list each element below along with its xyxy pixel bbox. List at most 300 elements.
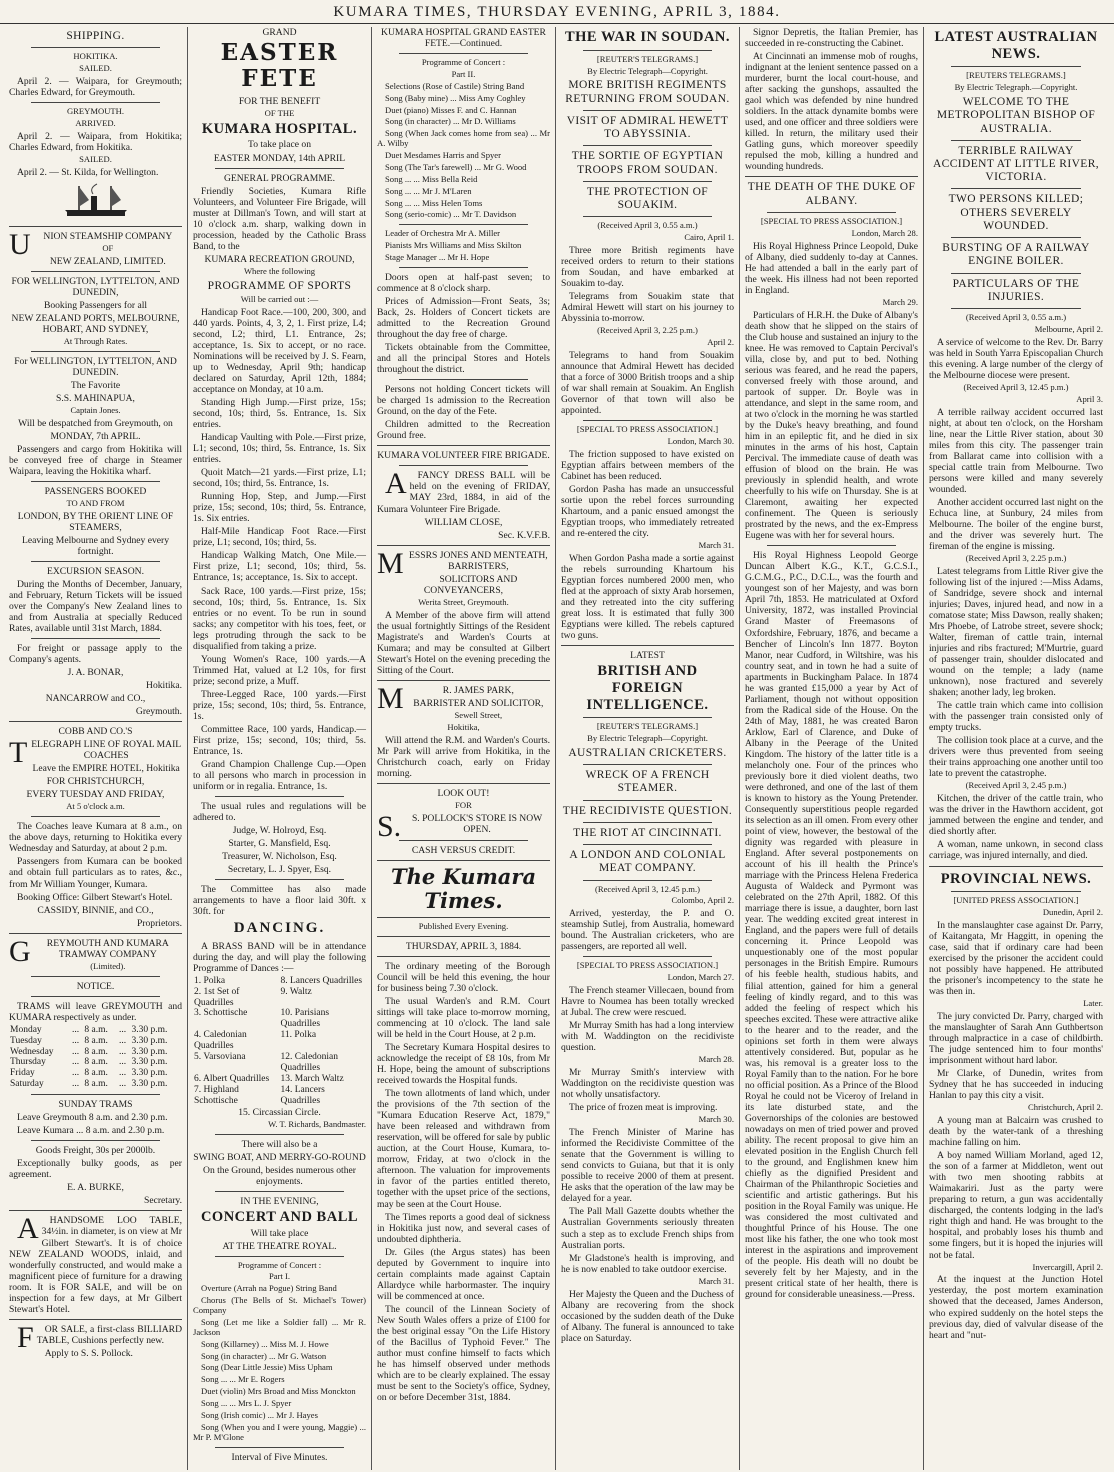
news-paragraph: A service of welcome to the Rev. Dr. Barry was held in South Yarra Episcopalian Church this evening. A large number of the clergy of the Melbourne diocese were present. (929, 336, 1103, 381)
copyright-tag: By Electric Telegraph.—Copyright. (954, 82, 1078, 93)
ground-text: On the Ground, besides numerous other enjoyments. (203, 1164, 356, 1187)
news-paragraph: Mr Clarke, of Dunedin, writes from Sydney that he has succeeded in inducing Hanlan to pay this city a visit. (929, 1068, 1103, 1102)
timetable-cell: 3.30 p.m. (131, 1068, 168, 1079)
also-be: There will also be a (241, 1138, 318, 1150)
provincial-heading: PROVINCIAL NEWS. (940, 870, 1092, 887)
union-cargo: Passengers and cargo from Hokitika will be conveyed free of charge in Steamer Waipara, leaving the Hokitika wharf. (9, 443, 182, 477)
sports-event: Running Hop, Step, and Jump.—First prize, 15s; second, 10s; third, 5s. Entrance, 1s. Six entries. (193, 491, 366, 525)
sports-event: Handicap Vaulting with Pole.—First prize, L1; second, 10s; third, 5s. Entrance, 1s. Six entries. (193, 432, 366, 466)
news-paragraph: The council of the Linnean Society of New South Wales offers a prize of £100 for the best original essay "On the Life History of the Bacillus of Typhoid Fever." The author must confine himself to facts which he has himself observed under methods which are to be clearly explained. The essay must be sent to the Society's office, Sydney, on or before December 31st, 1884. (377, 1303, 550, 1404)
concert-willtake: Will take place (250, 1227, 309, 1239)
news-paragraph: Kitchen, the driver of the cattle train, who was the driver in the Hawthorn accident, got jammed between the engine and tender, and died shortly after. (929, 793, 1103, 838)
headline: WELCOME TO THE METROPOLITAN BISHOP OF AUSTRALIA. (936, 96, 1096, 135)
latest-heading: LATEST (630, 650, 665, 662)
sports-event: Sack Race, 100 yards.—First prize, 15s; second, 10s; third, 5s. Entrance, 1s. Six entries or no event. To be run in sound sacks; any competitor with his toes, feet, or legs protruding through the sack to be disqualified from taking a prize. (193, 585, 366, 652)
union-route: For WELLINGTON, LYTTELTON, AND DUNEDIN. (14, 355, 177, 378)
concert-item: Duet (violin) Mrs Broad and Miss Monckton (201, 1386, 356, 1397)
dance-row (193, 1074, 366, 1085)
concert-item: Song ... ... Miss Helen Toms (385, 197, 483, 208)
notice-heading: NOTICE. (76, 980, 115, 992)
received-time: (Received April 3, 2.25 p.m.) (965, 552, 1067, 563)
fete-date: EASTER MONDAY, 14th APRIL (213, 152, 346, 164)
sub-heading: ARRIVED. (75, 117, 116, 128)
timetable-cell: ... (71, 1024, 80, 1035)
sports-event: Handicap Walking Match, One Mile.—First prize, L1; second, 10s; third, 5s. Entrance, 1s; acceptance, 1s. Six to accept. (193, 550, 366, 584)
agent-name: J. A. BONAR, (67, 667, 124, 679)
shipping-text: April 2. — Waipara, from Hokitika; Charles Edward, from Hokitika. (9, 130, 182, 153)
headline: A LONDON AND COLONIAL MEAT COMPANY. (569, 849, 726, 875)
reuters-tag: [REUTERS TELEGRAMS.] (966, 70, 1066, 81)
bfi-heading: BRITISH AND FOREIGN INTELLIGENCE. (586, 663, 709, 713)
aus-headlines (929, 96, 1103, 309)
timetable-cell: 8 a.m. (84, 1057, 108, 1068)
dateline: March 31. (698, 1275, 734, 1286)
dateline: March 31. (698, 540, 734, 551)
timetable-cell: 8 a.m. (84, 1079, 108, 1090)
concert-item: Song (The Tar's farewell) ... Mr G. Wood (385, 161, 527, 172)
sports-event: Three-Legged Race, 100 yards.—First prize, 15s; second, 10s; third, 5s. Entrance, 1s. (193, 688, 366, 722)
news-paragraph: A woman, name unkown, in second class carriage, was injured internally, and died. (929, 839, 1103, 862)
tramway-heading: REYMOUTH AND KUMARA TRAMWAY COMPANY (46, 937, 169, 960)
sports-events (193, 307, 366, 792)
dateline: Invercargill, April 2. (1032, 1261, 1103, 1272)
news-paragraph: In the manslaughter case against Dr. Parry, of Kaitangata, Mr Haggitt, in opening the case, said that if ordinary care had been exercised by the prisoner the accident could not possibly have happened. He attributed the prisoner's incompetency to the state he was then in. (929, 919, 1103, 998)
timetable-cell: Thursday (10, 1057, 46, 1068)
union-rates: At Through Rates. (63, 335, 128, 346)
dateline: Melbourne, April 2. (1034, 323, 1103, 334)
bandmaster: W. T. Richards, Bandmaster. (268, 1118, 366, 1129)
sports-heading: PROGRAMME OF SPORTS (207, 279, 352, 292)
children-text: Children admitted to the Recreation Ground free. (377, 419, 550, 442)
masthead: KUMARA TIMES, THURSDAY EVENING, APRIL 3, 1884. (0, 0, 1114, 24)
park-street: Sewell Street, (454, 709, 503, 720)
timetable-row (9, 1036, 182, 1047)
dance-item: 4. Caledonian Quadrilles (194, 1030, 247, 1052)
dateline: March 30. (698, 1114, 734, 1125)
fancy-ball: FANCY DRESS BALL will be held on the evening of FRIDAY, MAY 23rd, 1884, in aid of the Kumara Volunteer Fire Brigade. (377, 470, 550, 515)
timetable-cell: Saturday (10, 1079, 44, 1090)
coach-proprietors: Proprietors. (136, 917, 182, 929)
news-paragraph: The Secretary Kumara Hospital desires to acknowledge the receipt of £8 10s, from Mr H. Hope, being the amount of subscriptions received towards the Hospital funds. (377, 1042, 550, 1087)
newspaper-page (4, 27, 1110, 1470)
general-programme: GENERAL PROGRAMME. (223, 172, 336, 184)
sports-carried: Will be carried out :— (240, 293, 319, 304)
steamship-icon (61, 182, 131, 222)
special-tag: [SPECIAL TO PRESS ASSOCIATION.] (576, 424, 719, 435)
column-6 (924, 27, 1108, 1470)
tickets-text: Tickets obtainable from the Committee, and all the principal Stores and Hotels throughout the district. (377, 342, 550, 376)
dance-item: 5. Varsoviana (194, 1052, 246, 1063)
tram-text: TRAMS will leave GREYMOUTH and KUMARA respectively as under. (9, 1000, 182, 1023)
sports-event: Quoit Match—21 yards.—First prize, L1; second, 10s; third, 5s. Entrance, 1s. (193, 467, 366, 490)
news-paragraph: A terrible railway accident occurred last night, at about ten o'clock, on the Horsham line, near the Little River station, about 30 miles from this city. The passenger train from Ballarat came into collision with a special cattle train from Melbourne. Two persons were killed and many severely wounded. (929, 406, 1103, 495)
evening-heading: IN THE EVENING, (240, 1195, 319, 1207)
news-paragraph: At the inquest at the Junction Hotel yesterday, the post mortem examination showed that the deceased, James Anderson, who expired suddenly on the hotel steps the previous day, died of valvular disease of the heart and "nut- (929, 1274, 1103, 1341)
kvfb-sec: Sec. K.V.F.B. (498, 529, 550, 541)
floor-text: The Committee has also made arrangements to have a floor laid 30ft. x 30ft. for (193, 884, 366, 918)
pollock-store: S. POLLOCK'S STORE IS NOW OPEN. (411, 812, 543, 835)
cash-credit: CASH VERSUS CREDIT. (411, 844, 516, 856)
timetable-cell: 3.30 p.m. (131, 1046, 168, 1057)
park-text: Will attend the R.M. and Warden's Courts. Mr Park will arrive from Hokitika, in the Christchurch coach, early on Friday morning. (377, 734, 550, 779)
passengers-heading: PASSENGERS BOOKED (44, 485, 147, 497)
port-heading: GREYMOUTH. (66, 106, 125, 117)
dance-item: 11. Polka (280, 1030, 317, 1041)
goods-text: Exceptionally bulky goods, as per agreement. (9, 1158, 182, 1181)
issue-date: THURSDAY, APRIL 3, 1884. (405, 940, 522, 952)
timetable-cell: 3.30 p.m. (131, 1035, 168, 1046)
aus-news-heading: LATEST AUSTRALIAN NEWS. (934, 29, 1098, 62)
sports-event: Grand Champion Challenge Cup.—Open to all persons who march in procession in uniform or in regalia. Entrance, 1s. (193, 758, 366, 793)
fete-ofthe: OF THE (264, 107, 295, 118)
cobb-heading: COBB AND CO.'S (58, 726, 133, 738)
sunday-heading: SUNDAY TRAMS (58, 1099, 133, 1111)
column-4 (556, 27, 740, 1470)
timetable-row (9, 1079, 182, 1090)
timetable-cell: 8 a.m. (84, 1035, 108, 1046)
member-text: A Member of the above firm will attend the usual fortnightly Sittings of the Resident Magistrate's and Warden's Courts at Kumara; and may be consulted at Gilbert Stewart's Hotel on the evening preceding the Sitting of the Court. (377, 609, 550, 676)
loo-table-ad: HANDSOME LOO TABLE, 34½in. in diameter, is on view at Mr Gilbert Stewart's. It is of choice NEW ZEALAND WOODS, inlaid, and wonderfully constructed, and would make a magnificent piece of furniture for a drawing room. It is FOR SALE, and will be on inspection for a few days, at Mr Gilbert Stewart's Hotel. (9, 1215, 182, 1315)
concert-item: Song ... ... Miss Bella Reid (385, 173, 478, 184)
concert-item: Song (When you and I were young, Maggie) ... Mr P. M'Glone (193, 1421, 366, 1442)
copyright-tag: By Electric Telegraph—Copyright. (587, 733, 708, 744)
headline: THE PROTECTION OF SOUAKIM. (586, 185, 709, 211)
headline: TWO PERSONS KILLED; OTHERS SEVERELY WOUNDED. (948, 193, 1084, 232)
timetable-cell: ... (71, 1035, 80, 1046)
jones-menteath: ESSRS JONES AND MENTEATH, BARRISTERS, (409, 549, 548, 572)
concert-item: Song (Let me like a Soldier fall) ... Mr R. Jackson (193, 1316, 366, 1337)
headline: THE SORTIE OF EGYPTIAN TROOPS FROM SOUDAN. (571, 150, 724, 176)
sunday-line: Leave Kumara ... 8 a.m. and 2.30 p.m. (17, 1125, 165, 1137)
concert-leader: Leader of Orchestra Mr A. Miller (385, 228, 501, 239)
lookout: LOOK OUT! (437, 787, 490, 799)
doors-text: Doors open at half-past seven; to commence at 8 o'clock sharp. (377, 271, 550, 294)
timetable-row (9, 1057, 182, 1068)
timetable-cell: ... (71, 1079, 80, 1090)
union-despatch: Will be despatched from Greymouth, on (18, 417, 173, 429)
agent-name: NANCARROW and CO., (45, 693, 146, 705)
concert-item: Song (Baby mine) ... Miss Amy Coghley (385, 92, 526, 103)
news-paragraph: A young man at Balcairn was crushed to death by the water-tank of a threshing machine falling on him. (929, 1115, 1103, 1149)
reuters-tag: [REUTER'S TELEGRAMS.] (596, 721, 699, 732)
received-time: (Received April 3, 2.45 p.m.) (965, 780, 1067, 791)
war-headlines (561, 79, 734, 217)
rec-ground: KUMARA RECREATION GROUND, (204, 253, 355, 265)
union-favorite: The Favorite (70, 379, 121, 391)
fete-benefit: FOR THE BENEFIT (238, 95, 321, 107)
dance-item: 14. Lancers Quadrilles (280, 1084, 325, 1106)
dropcap-a: A (385, 467, 407, 501)
dropcap-u: U (9, 227, 31, 261)
fete-grand: GRAND (262, 27, 297, 38)
dateline: Christchurch, April 2. (1028, 1102, 1103, 1113)
persons-text: Persons not holding Concert tickets will be charged 1s admission to the Recreation Ground, on the day of the Fete. (377, 384, 550, 418)
swing-boat: SWING BOAT, AND MERRY-GO-ROUND (193, 1151, 366, 1163)
dateline: Cairo, April 1. (684, 232, 734, 243)
sunday-line: Leave Greymouth 8 a.m. and 2.30 p.m. (17, 1112, 168, 1124)
telegraph-line: ELEGRAPH LINE OF ROYAL MAIL COACHES (31, 739, 182, 762)
dance-row (193, 987, 366, 1009)
union-date: MONDAY, 7th APRIL. (50, 430, 141, 442)
column-1 (4, 27, 188, 1470)
timetable-cell: ... (119, 1046, 127, 1057)
copyright-tag: By Electric Telegraph—Copyright. (587, 65, 708, 76)
concert-item: Song (in character) ... Mr G. Watson (201, 1350, 327, 1361)
fete-takeplace: To take place on (248, 139, 311, 151)
concert-item: Song (When Jack comes home from sea) ... Mr A. Wilby (377, 128, 550, 149)
billiard-ad: OR SALE, a first-class BILLIARD TABLE, Cushions perfectly new. (36, 1323, 182, 1346)
timetable-cell: ... (119, 1024, 127, 1035)
dance-item: 3. Schottische (194, 1008, 248, 1019)
editorial-paragraphs (377, 961, 550, 1403)
headline: TERRIBLE RAILWAY ACCIDENT AT LITTLE RIVER, VICTORIA. (932, 144, 1100, 184)
concert-item: Chorus (The Bells of St. Michael's Tower) Company (193, 1295, 366, 1316)
kvfb-heading: KUMARA VOLUNTEER FIRE BRIGADE. (377, 450, 550, 462)
dropcap-f: F (17, 1320, 34, 1354)
timetable-cell: ... (71, 1068, 80, 1079)
fete-hospital: KUMARA HOSPITAL. (201, 120, 358, 137)
union-name: NEW ZEALAND, LIMITED. (49, 255, 166, 267)
dropcap-m: M (377, 546, 404, 580)
dance-row (193, 1030, 366, 1052)
passengers-leaving: Leaving Melbourne and Sydney every fortnight. (21, 534, 170, 557)
received-time: (Received April 3, 2.25 p.m.) (597, 325, 698, 336)
fete-continued: KUMARA HOSPITAL GRAND EASTER FETE.—Continued. (381, 27, 546, 50)
reuters-tag: [REUTER'S TELEGRAMS.] (596, 53, 699, 64)
news-paragraph: The jury convicted Dr. Parry, charged with the manslaughter of Sarah Ann Guthbertson through malpractice in a case of childbirth. The judge sentenced him to four months' imprisonment without hard labor. (929, 1011, 1103, 1067)
timetable-cell: Wednesday (10, 1046, 54, 1057)
column-2 (188, 27, 372, 1470)
concert-part: Part II. (451, 68, 476, 79)
news-paragraph: The collision took place at a curve, and the drivers were thus prevented from seeing their trains approaching one another until too late to prevent the catastrophe. (929, 735, 1103, 780)
timetable-cell: ... (119, 1079, 127, 1090)
shipping-heading: SHIPPING. (66, 30, 125, 42)
news-paragraph: Her Majesty the Queen and the Duchess of Albany are recovering from the shock occasioned by the sudden death of the Duke of Albany. The funeral is announced to take place on Saturday. (561, 1288, 734, 1344)
concert-item: Song ... ... Mr E. Rogers (201, 1374, 285, 1385)
dance-programme (193, 976, 366, 1107)
coach-text: Passengers from Kumara can be booked and obtain full particulars as to rates, &c., from Mr William Younger, Kumara. (9, 856, 182, 890)
dance-item: 9. Waltz (280, 986, 312, 997)
union-of: OF (102, 242, 114, 253)
headline: AUSTRALIAN CRICKETERS. (568, 747, 727, 759)
sports-event: Standing High Jump.—First prize, 15s; second, 10s; third, 5s. Entrance, 1s. Six entries. (193, 397, 366, 431)
received-time: (Received April 3, 12.45 p.m.) (963, 381, 1069, 392)
brass-text: A BRASS BAND will be in attendance during the day, and will play the following Programme of Dances :— (193, 940, 366, 974)
news-paragraph: The usual Warden's and R.M. Court sittings will take place to-morrow morning, commencing at 10 o'clock. The land sale will be held in the Court House, at 2 p.m. (377, 995, 550, 1041)
news-paragraph: The Times reports a good deal of sickness in Hokitika just now, and several cases of undoubted diphtheria. (377, 1211, 550, 1245)
timetable-cell: 3.30 p.m. (131, 1079, 168, 1090)
news-paragraph: Telegrams from Souakim state that Admiral Hewett will start on his journey to Abyssinia to-morrow. (561, 291, 734, 325)
concert-item: Song (serio-comic) ... Mr T. Davidson (385, 209, 517, 220)
dateline: April 3. (1076, 393, 1103, 404)
dropcap-m: M (377, 681, 404, 715)
passengers-route: LONDON, BY THE ORIENT LINE OF STEAMERS, (17, 510, 174, 533)
goods-freight: Goods Freight, 30s per 2000lb. (35, 1145, 156, 1157)
concert-item: Duet (piano) Misses F. and C. Hannan (385, 104, 517, 115)
officials-list (193, 825, 366, 875)
excursion-heading: EXCURSION SEASON. (46, 565, 144, 577)
park-heading: R. JAMES PARK, (442, 684, 514, 696)
headline: MORE BRITISH REGIMENTS RETURNING FROM SOUDAN. (565, 79, 730, 105)
official: Secretary, L. J. Spyer, Esq. (227, 864, 332, 876)
concert-leaders (377, 229, 550, 263)
coach-days: EVERY TUESDAY AND FRIDAY, (26, 789, 165, 801)
column-3 (372, 27, 556, 1470)
concert-item: Selections (Rose of Castile) String Band (385, 80, 525, 91)
solicitors: SOLICITORS AND CONVEYANCERS, (423, 573, 518, 596)
concert-item: Overture (Arrah na Pogue) String Band (201, 1283, 337, 1294)
concert-theatre: AT THE THEATRE ROYAL. (222, 1240, 337, 1252)
news-paragraph: Latest telegrams from Little River give the following list of the injured :—Miss Adams, of Sandridge, severe shock and internal injuries; Daves, injured head, and now in a comatose state; Miss Dawson, really shaken; Mrs Phoebe, of Latrobe street, severe shock; Walter, fireman of cattle train, internal injuries and ribs fractured; M'Murtrie, guard of passenger train, shoulder dislocated and wound on the temple; a lady (name unknown), nose fractured and severely shaken; another lady, leg broken. (929, 565, 1103, 699)
war-heading: THE WAR IN SOUDAN. (564, 29, 731, 45)
dropcap-g: G (9, 934, 31, 968)
agent-place: Hokitika. (146, 680, 182, 692)
concert-items-2 (377, 82, 550, 221)
news-paragraph: Particulars of H.R.H. the Duke of Albany's death show that he slipped on the stairs of the Club house and sustained an injury to the knee. He was removed to Captain Percival's villa, close by, and put to bed. Nothing serious was feared, and he read the papers, conversed freely with those around, and partook of supper. Dr. Boyle was in attendance, and slept in the same room, and at two o'clock in the morning he was startled by the Duke's heavy breathing, and found him in an epileptic fit, and he died in six minutes in the arms of his host, Captain Percival. The immediate cause of death was effusion of blood on the brain. He was previously in splendid health, and wrote cheerfully to his wife on Thursday. She is at Claremont, awaiting her expected confinement. The Queen is seriously prostrated by the news, and the ex-Empress Eugene was with her for several hours. (745, 309, 918, 542)
news-paragraph: Dr. Giles (the Argus states) has been deputed by Government to inquire into certain complaints made against Captain Allardyce while harbormaster. The inquiry will be commenced at once. (377, 1246, 550, 1302)
tram-secretary-title: Secretary. (144, 1195, 182, 1207)
timetable-cell: ... (119, 1068, 127, 1079)
general-text: Friendly Societies, Kumara Rifle Volunteers, and Volunteer Fire Brigade, will muster at Dillman's Town, and will start at 10 o'clock a.m. sharp, walking down in procession, headed by the Catholic Brass Band, to the (193, 185, 366, 252)
headline: VISIT OF ADMIRAL HEWETT TO ABYSSINIA. (566, 114, 729, 141)
news-paragraph: Mr Gladstone's health is improving, and he is now enabled to take outdoor exercise. (561, 1252, 734, 1275)
news-paragraph: Signor Depretis, the Italian Premier, has succeeded in re-constructing the Cabinet. (745, 27, 918, 50)
concert-item: Song (Dear Little Jessie) Miss Upham (201, 1362, 333, 1373)
concert-item: Duet Mesdames Harris and Spyer (385, 150, 501, 161)
prices-text: Prices of Admission—Front Seats, 3s; Back, 2s. Holders of Concert tickets are admitted to the Recreation Ground throughout the day free of charge. (377, 296, 550, 341)
dateline: Colombo, April 2. (671, 895, 734, 906)
headline: THE RIOT AT CINCINNATI. (573, 826, 722, 839)
concert-part: Part I. (268, 1271, 290, 1282)
concert-item: Song ... ... Mrs L. J. Spyer (201, 1398, 292, 1409)
fete-title: EASTER FETE (220, 39, 339, 93)
timetable-row (9, 1025, 182, 1036)
concert-heading: CONCERT AND BALL (200, 1208, 359, 1225)
upa-tag: [UNITED PRESS ASSOCIATION.] (953, 895, 1079, 906)
coach-text: The Coaches leave Kumara at 8 a.m., on the above days, returning to Hokitika every Wednesday and Saturday, at about 2 p.m. (9, 821, 182, 855)
concert-item: Song (Irish comic) ... Mr J. Hayes (201, 1409, 318, 1420)
coach-time: At 5 o'clock a.m. (66, 801, 125, 812)
news-paragraph: The French Minister of Marine has informed the Recidiviste Committee of the senate that the Government is willing to send convicts to Guiana, but that it is only possible to receive 2000 of them at present. He asks that the operation of the law may be delayed for a year. (561, 1127, 734, 1205)
timetable-cell: 3.30 p.m. (131, 1024, 168, 1035)
dropcap-a: A (17, 1212, 39, 1246)
concert-programme: Programme of Concert : (237, 1259, 322, 1270)
sub-heading: SAILED. (79, 153, 112, 164)
dropcap-t: T (9, 736, 28, 770)
column-5 (740, 27, 924, 1470)
timetable-row (9, 1047, 182, 1058)
headline: THE RECIDIVISTE QUESTION. (562, 804, 733, 817)
union-ports: NEW ZEALAND PORTS, MELBOURNE, HOBART, AND SYDNEY, (11, 312, 180, 335)
coach-destination: FOR CHRISTCHURCH, (46, 776, 145, 788)
dateline: London, March 30. (667, 435, 734, 446)
headline: BURSTING OF A RAILWAY ENGINE BOILER. (942, 242, 1090, 268)
news-paragraph: Mr Murray Smith's interview with Waddington on the recidiviste question was not wholly unsatisfactory. (561, 1067, 734, 1101)
paper-title: The Kumara Times. (390, 863, 537, 913)
concert-leader: Stage Manager ... Mr H. Hope (385, 252, 490, 263)
timetable-cell: 8 a.m. (84, 1024, 108, 1035)
union-ship: S.S. MAHINAPUA, (56, 392, 135, 404)
dance-row (193, 1008, 366, 1030)
dance-item: 2. 1st Set of Quadrilles (194, 986, 240, 1008)
news-paragraph: The cattle train which came into collision with the passenger train consisted only of empty trucks. (929, 700, 1103, 734)
concert-item: Song (in character) ... Mr D. Williams (385, 116, 516, 127)
dropcap-s: S. (377, 809, 402, 843)
death-heading: THE DEATH OF THE DUKE OF ALBANY. (747, 181, 916, 207)
timetable-cell: 8 a.m. (84, 1068, 108, 1079)
dance-item: 1. Polka (194, 975, 226, 986)
news-paragraph: The town allotments of land which, under the provisions of the 7th section of the "Kumara Education Reserve Act, 1879," have been released and withdrawn from reservation, will be offered for sale by public auction, at the Court House, Kumara, to-morrow, Friday, at two o'clock in the afternoon. The valuation for improvements in favor of the parties entitled thereto, together with the upset price of the sections, may be seen at the Court House. (377, 1088, 550, 1210)
dance-item: 6. Albert Quadrilles (194, 1074, 270, 1084)
news-paragraph: A boy named William Morland, aged 12, the son of a farmer at Middleton, went out with two men shooting rabbits at Waimakariri. Just as the party were preparing to return, a gun was accidentally discharged, the contents lodging in the lad's right thigh and hand. He was brought to the hospital, and probably loses his thumb and some fingers, but it is hoped the injuries will not be fatal. (929, 1150, 1103, 1261)
official: Judge, W. Holroyd, Esq. (232, 825, 327, 837)
headline: PARTICULARS OF THE INJURIES. (952, 277, 1080, 303)
timetable-cell: ... (119, 1057, 127, 1068)
official: Treasurer, W. Nicholson, Esq. (222, 851, 337, 863)
tram-timetable (9, 1025, 182, 1091)
news-paragraph: The ordinary meeting of the Borough Council will be held this evening, the hour for business being 7.30 o'clock. (377, 960, 550, 994)
dateline: Dunedin, April 2. (1042, 907, 1103, 918)
dateline: London, March 27. (667, 972, 734, 983)
shipping-text: April 2. — St. Kilda, for Wellington. (17, 166, 159, 178)
sports-event: Young Women's Race, 100 yards.—A Trimmed Hat, valued at L2 10s, for first prize; second prize, a Muff. (193, 653, 366, 687)
union-booking: Booking Passengers for all (43, 299, 148, 311)
coach-leave: Leave the EMPIRE HOTEL, Hokitika (32, 763, 180, 775)
received-time: (Received April 3, 12.45 p.m.) (594, 883, 700, 894)
timetable-cell: 3.30 p.m. (131, 1057, 168, 1068)
headline: WRECK OF A FRENCH STEAMER. (585, 769, 710, 795)
timetable-cell: Friday (10, 1068, 35, 1079)
dance-item: 7. Highland Schottische (194, 1084, 239, 1106)
dateline: March 28. (698, 1054, 734, 1065)
union-heading: NION STEAMSHIP COMPANY (43, 230, 173, 242)
dance-item: 15. Circassian Circle. (238, 1106, 321, 1118)
news-paragraph: The French steamer Villecaen, bound from Havre to Noumea has been totally wrecked at Jubal. The crew were rescued. (561, 985, 734, 1019)
park-town: Hokitika, (447, 721, 480, 732)
dancing-heading: DANCING. (233, 920, 326, 937)
sub-heading: SAILED. (79, 63, 112, 74)
coach-proprietor: CASSIDY, BINNIE, and CO., (37, 904, 154, 916)
tramway-limited: (Limited). (90, 960, 126, 971)
news-paragraph: His Royal Highness Prince Leopold, Duke of Albany, died suddenly to-day at Cannes. He had attended a ball in the early part of the week. His illness had not been reported in England. (745, 240, 918, 296)
concert-item: Song (Killarney) ... Miss M. J. Howe (201, 1338, 329, 1349)
freight-text: For freight or passage apply to the Company's agents. (9, 643, 182, 666)
dateline: March 29. (882, 296, 918, 307)
timetable-cell: Monday (10, 1024, 42, 1035)
timetable-cell: ... (71, 1046, 80, 1057)
bfi-headlines (561, 747, 734, 881)
concert-items (193, 1284, 366, 1442)
official: Starter, G. Mansfield, Esq. (228, 838, 331, 850)
union-route: FOR WELLINGTON, LYTTELTON, AND DUNEDIN, (11, 275, 180, 298)
sports-event: Half-Mile Handicap Foot Race.—First prize, L1; second, 10s; third, 5s. (193, 526, 366, 549)
werita-street: Werita Street, Greymouth. (418, 596, 509, 607)
news-paragraph: The price of frozen meat is improving. (569, 1102, 718, 1114)
passengers-sub: TO AND FROM (66, 497, 125, 508)
special-tag: [SPECIAL TO PRESS ASSOCIATION.] (576, 960, 719, 971)
coach-office: Booking Office: Gilbert Stewart's Hotel. (17, 891, 173, 903)
sports-event: Handicap Foot Race.—100, 200, 300, and 440 yards. Points, 4, 3, 2, 1. First prize, L4; second, L2; third, L1. Entrance, 2s; acceptance, 1s. Six to accept, or no race. Nominations will be received by J. S. Fearn, up to Wednesday, April 9th; handicap declared on Saturday, April 12th, 1884; acceptance on Monday, at 10 a.m. (193, 306, 366, 395)
news-paragraph: The friction supposed to have existed on Egyptian affairs between members of the Cabinet has been reduced. (561, 448, 734, 482)
interval-text: Interval of Five Minutes. (231, 1451, 328, 1463)
union-captain: Captain Jones. (70, 404, 121, 415)
news-paragraph: Three more British regiments have received orders to return to their stations from Soudan, and have embarked at Souakim to-day. (561, 244, 734, 290)
sports-event: Committee Race, 100 yards, Handicap.—First prize, 15s; second, 10s; third, 5s. Entrance, 1s. (193, 723, 366, 757)
concert-item: Song ... ... Mr J. M'Laren (385, 185, 472, 196)
agent-place: Greymouth. (135, 706, 182, 718)
dance-item: 10. Parisians Quadrilles (280, 1008, 330, 1030)
concert-leader: Pianists Mrs Williams and Miss Skilton (385, 240, 522, 251)
